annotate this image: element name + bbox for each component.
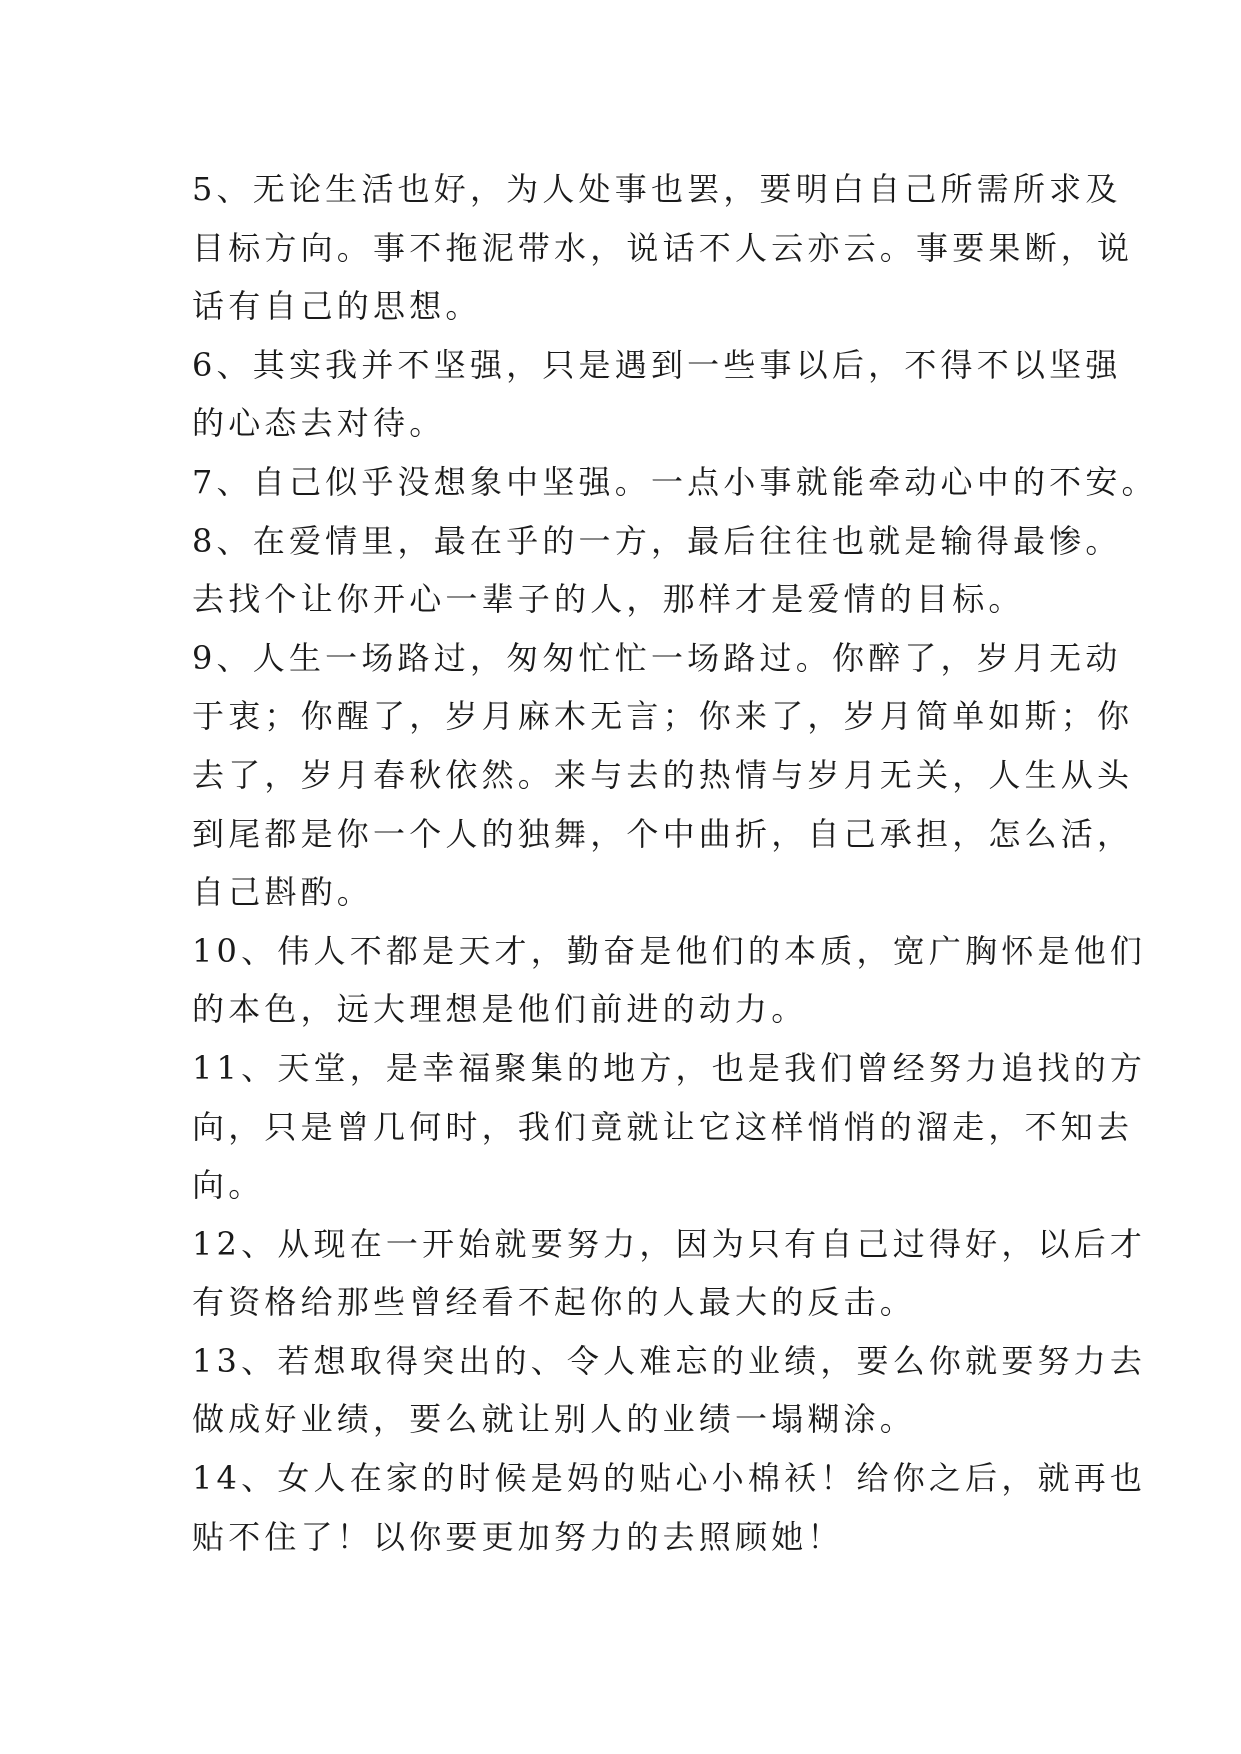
text-line: 到尾都是你一个人的独舞，个中曲折，自己承担，怎么活， <box>192 814 1134 853</box>
text-line: 11、天堂，是幸福聚集的地方，也是我们曾经努力追找的方 <box>192 1048 1147 1087</box>
text-line: 12、从现在一开始就要努力，因为只有自己过得好，以后才 <box>192 1224 1147 1263</box>
text-line: 做成好业绩，要么就让别人的业绩一塌糊涂。 <box>192 1400 917 1439</box>
text-line: 14、女人在家的时候是妈的贴心小棉袄！给你之后，就再也 <box>192 1459 1147 1498</box>
text-line: 13、若想取得突出的、令人难忘的业绩，要么你就要努力去 <box>192 1341 1147 1380</box>
text-line: 去找个让你开心一辈子的人，那样才是爱情的目标。 <box>192 580 1025 619</box>
text-line: 贴不住了！以你要更加努力的去照顾她！ <box>192 1517 844 1556</box>
text-line: 有资格给那些曾经看不起你的人最大的反击。 <box>192 1283 917 1322</box>
text-line: 向。 <box>192 1166 265 1205</box>
text-line: 于衷；你醒了，岁月麻木无言；你来了，岁月简单如斯；你 <box>192 697 1134 736</box>
document-body <box>192 160 1158 1566</box>
text-line: 话有自己的思想。 <box>192 287 482 326</box>
text-line: 向，只是曾几何时，我们竟就让它这样悄悄的溜走，不知去 <box>192 1107 1134 1146</box>
text-line: 6、其实我并不坚强，只是遇到一些事以后，不得不以坚强 <box>192 345 1122 384</box>
text-line: 目标方向。事不拖泥带水，说话不人云亦云。事要果断，说 <box>192 228 1134 267</box>
text-line: 的本色，远大理想是他们前进的动力。 <box>192 990 808 1029</box>
text-line: 自己斟酌。 <box>192 873 374 912</box>
text-line: 9、人生一场路过，匆匆忙忙一场路过。你醉了，岁月无动 <box>192 638 1122 677</box>
text-line: 7、自己似乎没想象中坚强。一点小事就能牵动心中的不安。 <box>192 462 1158 501</box>
text-line: 8、在爱情里，最在乎的一方，最后往往也就是输得最惨。 <box>192 521 1122 560</box>
text-line: 去了，岁月春秋依然。来与去的热情与岁月无关，人生从头 <box>192 755 1134 794</box>
text-line: 5、无论生活也好，为人处事也罢，要明白自己所需所求及 <box>192 170 1122 208</box>
text-line: 的心态去对待。 <box>192 404 446 443</box>
text-line: 10、伟人不都是天才，勤奋是他们的本质，宽广胸怀是他们 <box>192 931 1147 970</box>
